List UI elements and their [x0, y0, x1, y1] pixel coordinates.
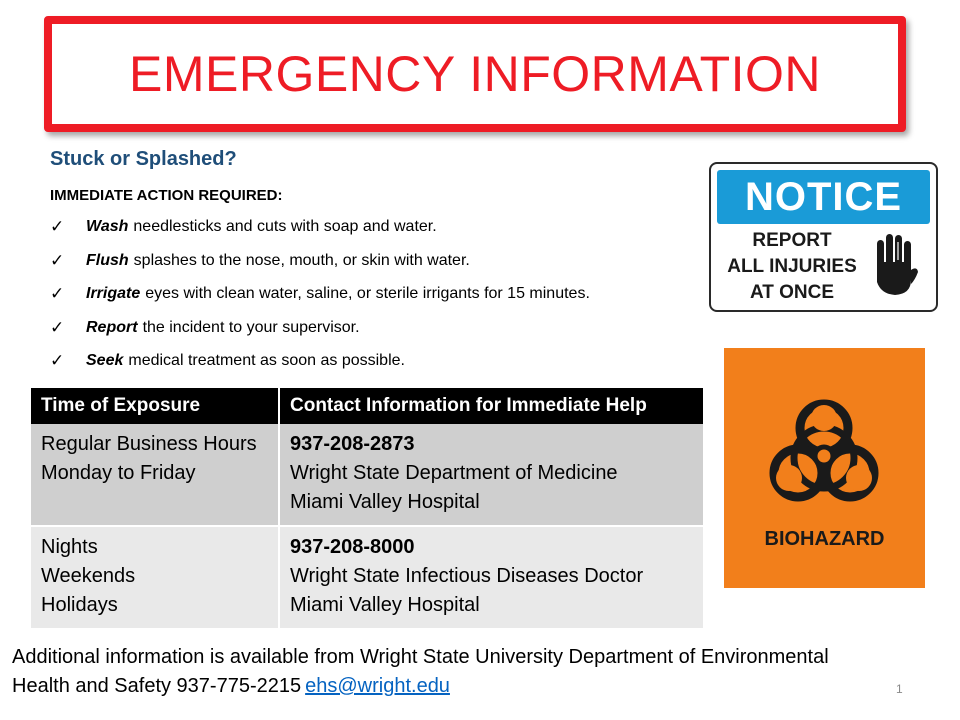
phone-number: 937-208-2873 [290, 433, 415, 455]
contact-cell [279, 424, 703, 526]
check-icon: ✓ [50, 351, 65, 370]
action-verb: Wash [86, 218, 129, 235]
title-box [44, 16, 906, 132]
footer [12, 643, 829, 701]
list-item [50, 285, 590, 319]
action-text: medical treatment as soon as possible. [128, 352, 405, 369]
contact-table [31, 388, 703, 630]
time-cell [31, 526, 279, 629]
table-row [31, 526, 703, 629]
page-number: 1 [896, 682, 903, 696]
list-item [50, 252, 590, 286]
notice-line: ALL INJURIES [727, 256, 857, 277]
check-icon: ✓ [50, 317, 65, 337]
hand-stop-icon [871, 232, 919, 298]
action-heading: IMMEDIATE ACTION REQUIRED: [50, 187, 283, 204]
header-time-of-exposure: Time of Exposure [31, 388, 279, 424]
notice-body [717, 228, 867, 306]
time-line: Holidays [41, 594, 118, 616]
phone-number: 937-208-8000 [290, 536, 415, 558]
footer-line-2 [12, 672, 829, 701]
action-verb: Flush [86, 251, 129, 269]
time-line: Nights [41, 536, 98, 558]
notice-line: AT ONCE [749, 282, 835, 303]
footer-line: Additional information is available from Wright State University Department of Environmental [12, 646, 829, 668]
biohazard-label: BIOHAZARD [764, 528, 885, 550]
time-line: Regular Business Hours [41, 433, 257, 455]
time-cell [31, 424, 279, 526]
notice-line: REPORT [752, 230, 832, 251]
time-line: Weekends [41, 565, 136, 587]
biohazard-icon [754, 388, 894, 518]
list-item [50, 218, 590, 252]
action-verb: Report [86, 318, 138, 336]
action-text: splashes to the nose, mouth, or skin with water. [133, 251, 470, 269]
check-icon: ✓ [50, 250, 65, 270]
action-verb: Irrigate [86, 285, 141, 302]
action-text: needlesticks and cuts with soap and water. [133, 218, 437, 235]
page-title: EMERGENCY INFORMATION [128, 46, 822, 102]
list-item [50, 319, 590, 353]
header-contact-information: Contact Information for Immediate Help [279, 388, 703, 424]
action-list [50, 218, 590, 386]
check-icon: ✓ [50, 284, 65, 303]
notice-header [717, 170, 930, 224]
contact-line: Miami Valley Hospital [290, 594, 480, 616]
footer-contact-text: Health and Safety 937-775-2215 [12, 675, 302, 697]
time-line: Monday to Friday [41, 462, 196, 484]
subtitle: Stuck or Splashed? [50, 148, 237, 170]
action-text: eyes with clean water, saline, or sterile irrigants for 15 minutes. [145, 285, 590, 302]
action-text: the incident to your supervisor. [142, 318, 360, 336]
action-verb: Seek [86, 352, 124, 369]
table-header-row [31, 388, 703, 424]
notice-header-text: NOTICE [744, 174, 903, 219]
list-item [50, 352, 590, 386]
contact-line: Wright State Department of Medicine [290, 462, 618, 484]
contact-cell [279, 526, 703, 629]
biohazard-sign [724, 348, 925, 588]
contact-line: Miami Valley Hospital [290, 491, 480, 513]
notice-sign [709, 162, 938, 312]
table-row [31, 424, 703, 526]
email-link[interactable]: ehs@wright.edu [305, 675, 450, 697]
check-icon: ✓ [50, 217, 65, 236]
contact-line: Wright State Infectious Diseases Doctor [290, 565, 644, 587]
